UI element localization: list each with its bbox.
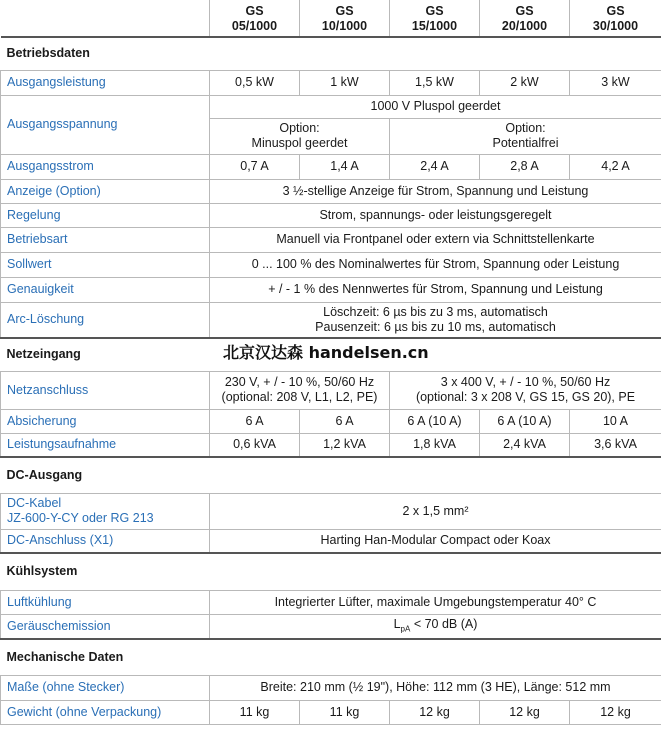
cell: 1,8 kVA [390,433,480,457]
model-header: GS 20/1000 [480,0,570,37]
section-row [1,37,661,70]
cell: 3 x 400 V, + / - 10 %, 50/60 Hz (optional: 3 x 208 V, GS 15, GS 20), PE [390,371,661,409]
cell: 0,5 kW [210,70,300,95]
cell: 11 kg [300,700,390,724]
section-title-dc-ausgang: DC-Ausgang [1,457,661,493]
cell: Option: Minuspol geerdet [210,118,390,154]
cell: 4,2 A [570,154,661,179]
model-header: GS 10/1000 [300,0,390,37]
cell: 12 kg [570,700,661,724]
cell: 0 ... 100 % des Nominalwertes für Strom, Spannung oder Leistung [210,252,661,277]
row-label: Leistungsaufnahme [1,433,210,457]
table-row [1,700,661,724]
cell: Strom, spannungs- oder leistungsgeregelt [210,203,661,227]
cell: 3 kW [570,70,661,95]
cell: Harting Han-Modular Compact oder Koax [210,529,661,553]
cell: 2,4 kVA [480,433,570,457]
cell: 6 A (10 A) [390,409,480,433]
cell: Breite: 210 mm (½ 19"), Höhe: 112 mm (3 HE), Länge: 512 mm [210,675,661,700]
cell: 1000 V Pluspol geerdet [210,95,661,118]
model-header: GS 05/1000 [210,0,300,37]
cell: 12 kg [480,700,570,724]
table-row [1,493,661,529]
table-row [1,371,661,409]
cell: $L_{pA} < 70$ dB (A) [210,614,661,639]
cell: + / - 1 % des Nennwertes für Strom, Spannung und Leistung [210,277,661,302]
row-label: Luftkühlung [1,590,210,614]
row-label: Ausgangsleistung [1,70,210,95]
cell: 6 A [300,409,390,433]
cell: 2 x 1,5 mm² [210,493,661,529]
cell: Manuell via Frontpanel oder extern via Schnittstellenkarte [210,227,661,252]
table-row [1,70,661,95]
row-label: Absicherung [1,409,210,433]
section-row [1,553,661,590]
table-row [1,529,661,553]
cell: 12 kg [390,700,480,724]
cell: 10 A [570,409,661,433]
row-label: DC-Anschluss (X1) [1,529,210,553]
model-header: GS 15/1000 [390,0,480,37]
row-label: Anzeige (Option) [1,179,210,203]
row-label: Ausgangsstrom [1,154,210,179]
row-label: Regelung [1,203,210,227]
row-label: Genauigkeit [1,277,210,302]
cell: 1,5 kW [390,70,480,95]
row-label: Sollwert [1,252,210,277]
row-label: Maße (ohne Stecker) [1,675,210,700]
table-row [1,252,661,277]
table-row [1,154,661,179]
table-row [1,203,661,227]
cell: 11 kg [210,700,300,724]
cell: 230 V, + / - 10 %, 50/60 Hz (optional: 208 V, L1, L2, PE) [210,371,390,409]
cell: 0,6 kVA [210,433,300,457]
cell: 3 ½-stellige Anzeige für Strom, Spannung und Leistung [210,179,661,203]
cell: 0,7 A [210,154,300,179]
model-header-row [1,0,661,37]
cell: Option: Potentialfrei [390,118,661,154]
section-title-netzeingang: Netzeingang [1,338,661,371]
table-row [1,409,661,433]
row-label: Gewicht (ohne Verpackung) [1,700,210,724]
table-row [1,95,661,118]
table-row [1,590,661,614]
row-label: DC-Kabel JZ-600-Y-CY oder RG 213 [1,493,210,529]
row-label: Ausgangsspannung [1,95,210,154]
cell: Integrierter Lüfter, maximale Umgebungstemperatur 40° C [210,590,661,614]
cell: 1,4 A [300,154,390,179]
table-row [1,227,661,252]
section-row [1,457,661,493]
cell: 2,8 A [480,154,570,179]
cell: 1 kW [300,70,390,95]
cell: 2,4 A [390,154,480,179]
row-label: Geräuschemission [1,614,210,639]
cell: 2 kW [480,70,570,95]
cell: 6 A (10 A) [480,409,570,433]
watermark: 北京汉达森 handelsen.cn [221,340,431,363]
table-row [1,675,661,700]
table-row [1,179,661,203]
row-label: Betriebsart [1,227,210,252]
row-label: Netzanschluss [1,371,210,409]
section-title-betriebsdaten: Betriebsdaten [1,37,661,70]
cell: 6 A [210,409,300,433]
section-title-kuehlsystem: Kühlsystem [1,553,661,590]
model-header: GS 30/1000 [570,0,661,37]
table-row [1,302,661,338]
cell: 3,6 kVA [570,433,661,457]
section-title-mechanik: Mechanische Daten [1,639,661,675]
section-row [1,639,661,675]
cell: 1,2 kVA [300,433,390,457]
cell: Löschzeit: 6 µs bis zu 3 ms, automatisch Pausenzeit: 6 µs bis zu 10 ms, automatisch [210,302,661,338]
row-label: Arc-Löschung [1,302,210,338]
table-row [1,277,661,302]
table-row [1,614,661,639]
table-row [1,433,661,457]
